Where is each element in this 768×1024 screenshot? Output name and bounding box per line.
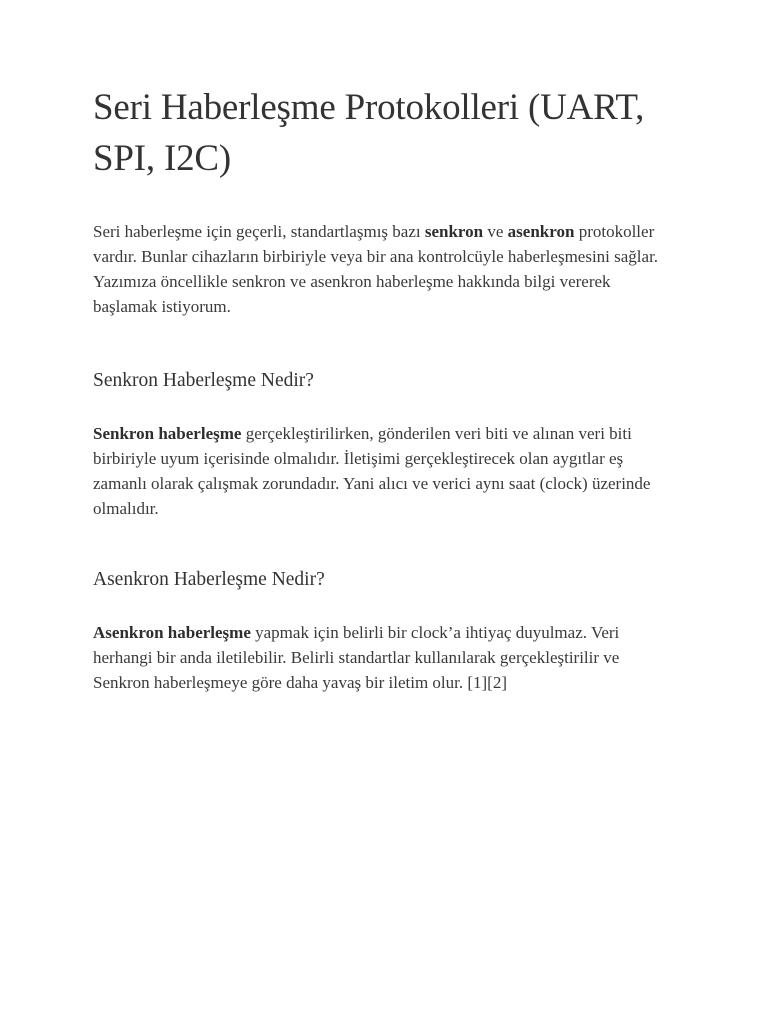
intro-text-2: ve — [483, 222, 508, 241]
async-heading: Asenkron Haberleşme Nedir? — [93, 569, 325, 590]
intro-bold-senkron: senkron — [424, 222, 484, 241]
intro-bold-asenkron: asenkron — [507, 222, 575, 241]
sync-bold-term: Senkron haberleşme — [93, 424, 242, 443]
intro-text-3: protokoller vardır. Bunlar cihazların birbiriyle veya bir ana kontrolcüyle haberleşmesini sağlar. Yazımıza öncellikle senkron ve asenkron haberleşme hakkında bilgi vererek başlamak istiyorum. — [93, 222, 659, 316]
intro-paragraph — [93, 219, 673, 319]
async-text: yapmak için belirli bir clock’a ihtiyaç duyulmaz. Veri herhangi bir anda iletilebilir. Belirli standartlar kullanılarak gerçekleştirilir ve Senkron haberleşmeye göre daha yavaş bir iletim olur. [1][2] — [93, 623, 620, 692]
document-body — [93, 82, 673, 695]
page-title: Seri Haberleşme Protokolleri (UART, SPI, I2C) — [93, 87, 645, 179]
sync-text: gerçekleştirilirken, gönderilen veri biti ve alınan veri biti birbiriyle uyum içerisinde olmalıdır. İletişimi gerçekleştirecek olan aygıtlar eş zamanlı olarak çalışmak zorundadır. Yani alıcı ve verici aynı saat (clock) üzerinde olmalıdır. — [93, 424, 651, 518]
async-paragraph — [93, 620, 673, 695]
sync-heading: Senkron Haberleşme Nedir? — [93, 370, 314, 391]
async-bold-term: Asenkron haberleşme — [93, 623, 251, 642]
sync-paragraph — [93, 421, 673, 521]
intro-text-1: Seri haberleşme için geçerli, standartlaşmış bazı — [93, 222, 425, 241]
